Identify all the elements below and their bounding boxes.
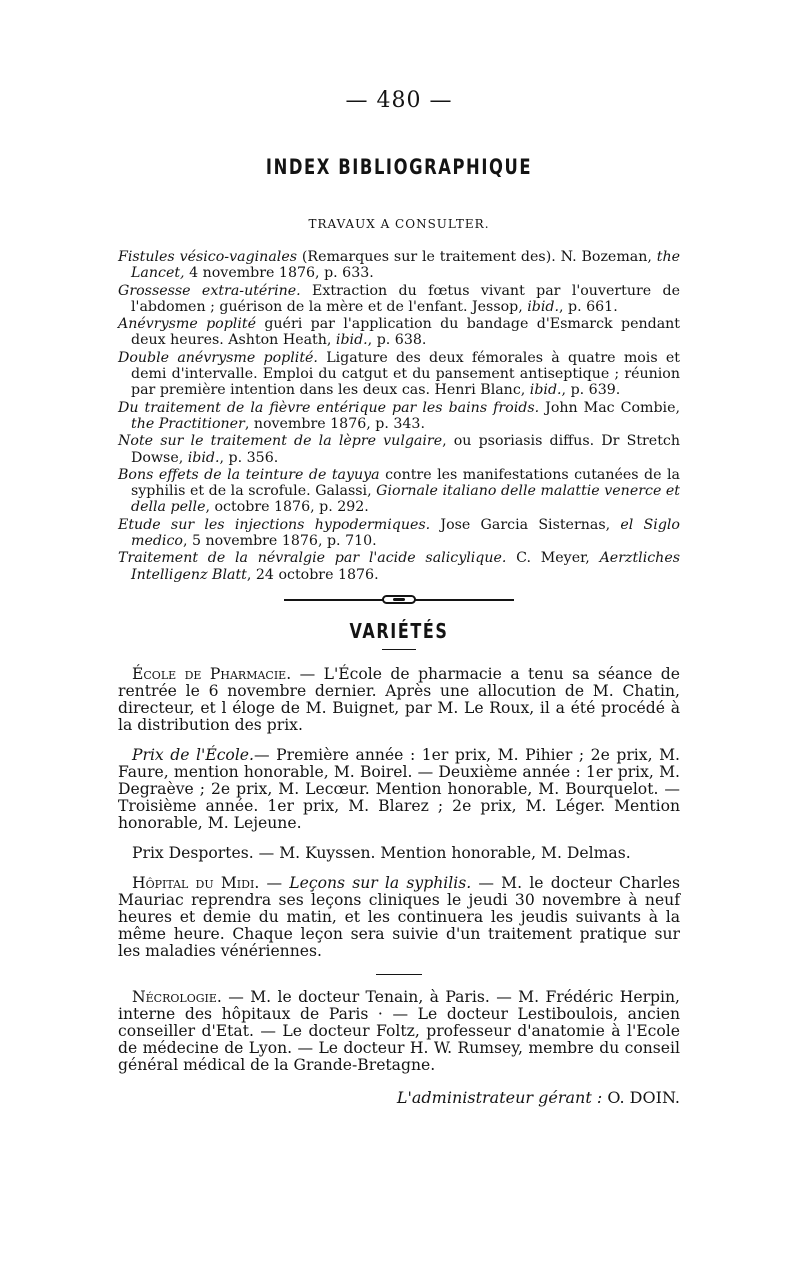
- entry-source: ibid.: [529, 382, 562, 399]
- hopital-heading: Hôpital du Midi.: [132, 873, 260, 892]
- bibliography-list: [118, 249, 680, 583]
- entry-text: Extraction du fœtus vivant par l'ouverture de l'abdomen ; guérison de la mère et de l'enfant. Jessop,: [131, 282, 680, 315]
- entry-rest: , p. 638.: [367, 332, 427, 349]
- prix-ecole-paragraph: [118, 747, 680, 832]
- ecole-body: — L'École de pharmacie a tenu sa séance de rentrée le 6 novembre dernier. Après une allocution de M. Chatin, directeur, et l éloge de M. Buignet, par M. Le Roux, il a été procédé à la distribution des prix.: [118, 664, 680, 734]
- signature-name: O. DOIN.: [602, 1087, 680, 1107]
- hopital-paragraph: [118, 875, 680, 960]
- bibliography-entry: [118, 350, 680, 399]
- entry-title: Bons effets de la teinture de tayuya: [118, 466, 380, 483]
- entry-text: guéri par l'application du bandage d'Esmarck pendant deux heures. Ashton Heath,: [131, 316, 680, 349]
- entry-title: Fistules vésico-vaginales: [118, 249, 297, 265]
- bibliography-entry: [118, 467, 680, 516]
- signature: [118, 1088, 680, 1107]
- bibliography-entry: [118, 283, 680, 316]
- entry-source: ibid.: [527, 298, 559, 315]
- title-rule: [382, 649, 416, 650]
- entry-rest: , p. 661.: [559, 298, 618, 315]
- section-separator: [376, 974, 422, 975]
- entry-title: Etude sur les injections hypodermiques.: [118, 516, 431, 533]
- bibliography-entry: [118, 517, 680, 550]
- bibliography-entry: [118, 316, 680, 349]
- entry-rest: , p. 639.: [561, 382, 621, 399]
- entry-title: Traitement de la névralgie par l'acide salicylique.: [118, 550, 507, 567]
- prix-ecole-label: Prix de l'École.: [132, 745, 254, 764]
- ecole-paragraph: [118, 666, 680, 734]
- ecole-heading: École de Pharmacie.: [132, 664, 292, 683]
- entry-rest: 4 novembre 1876, p. 633.: [184, 265, 374, 282]
- entry-title: Du traitement de la fièvre entérique par les bains froids.: [118, 399, 540, 416]
- entry-rest: , octobre 1876, p. 292.: [205, 499, 369, 516]
- entry-source: el Siglo medico: [131, 516, 680, 550]
- entry-text: , ou psoriasis diffus. Dr Stretch Dowse,: [131, 433, 680, 466]
- prix-desportes-paragraph: Prix Desportes. — M. Kuyssen. Mention honorable, M. Delmas.: [132, 843, 631, 862]
- index-subtitle: TRAVAUX A CONSULTER.: [308, 217, 490, 231]
- entry-rest: , p. 356.: [219, 449, 279, 466]
- entry-source: Giornale italiano delle malattie venerce et della pelle: [131, 483, 680, 516]
- entry-title: Note sur le traitement de la lèpre vulgaire: [118, 433, 443, 450]
- signature-label: L'administrateur gérant :: [396, 1087, 603, 1107]
- entry-text: Ligature des deux fémorales à quatre mois et demi d'intervalle. Emploi du catgut et du pansement antiseptique ; réunion par première intention dans les deux cas. Henri Blanc,: [131, 349, 680, 399]
- index-title: INDEX BIBLIOGRAPHIQUE: [265, 155, 533, 179]
- entry-text: Jose Garcia Sisternas,: [430, 516, 621, 533]
- entry-text: C. Meyer,: [506, 550, 600, 567]
- entry-rest: , 5 novembre 1876, p. 710.: [182, 533, 377, 550]
- entry-rest: , 24 octobre 1876.: [246, 566, 379, 583]
- necrologie-body: — M. le docteur Tenain, à Paris. — M. Frédéric Herpin, interne des hôpitaux de Paris · — Le docteur Lestiboulois, ancien conseiller d'Etat. — Le docteur Foltz, professeur d'anatomie à l'Ecole de médecine de Lyon. — Le docteur H. W. Rumsey, membre du conseil général médical de la Grande-Bretagne.: [118, 987, 680, 1074]
- entry-text: John Mac Combie,: [539, 399, 680, 416]
- page: [118, 88, 680, 1107]
- entry-source: the Practitioner: [131, 415, 245, 432]
- entry-source: ibid.: [335, 332, 368, 349]
- hopital-body: — M. le docteur Charles Mauriac reprendra ses leçons cliniques le jeudi 30 novembre à neuf heures et demie du matin, et les continuera les jeudis suivants à la même heure. Chaque leçon sera suivie d'un traitement pratique sur les maladies vénériennes.: [118, 873, 680, 960]
- ornament-divider: [284, 595, 514, 605]
- necrologie-paragraph: [118, 989, 680, 1074]
- entry-title: Grossesse extra-utérine.: [118, 282, 301, 299]
- entry-rest: , novembre 1876, p. 343.: [244, 415, 425, 432]
- bibliography-entry: [118, 433, 680, 466]
- entry-text: (Remarques sur le traitement des). N. Bozeman,: [297, 249, 657, 265]
- page-number: — 480 —: [345, 88, 453, 113]
- varietes-title: VARIÉTÉS: [349, 618, 449, 643]
- necrologie-heading: Nécrologie.: [132, 987, 222, 1006]
- entry-source: ibid.: [187, 449, 220, 466]
- bibliography-entry: [118, 249, 680, 282]
- entry-source: Aerztliches Intelligenz Blatt: [131, 550, 680, 583]
- entry-source: the Lancet,: [131, 249, 680, 282]
- bibliography-entry: [118, 400, 680, 433]
- hopital-dash: —: [259, 873, 290, 892]
- bibliography-entry: [118, 550, 680, 583]
- entry-title: Double anévrysme poplité.: [118, 349, 318, 366]
- entry-title: Anévrysme poplité: [118, 316, 256, 333]
- hopital-title: Leçons sur la syphilis.: [289, 873, 472, 892]
- entry-text: contre les manifestations cutanées de la syphilis et de la scrofule. Galassi,: [131, 466, 680, 500]
- prix-ecole-body: — Première année : 1er prix, M. Pihier ; 2e prix, M. Faure, mention honorable, M. Boirel. — Deuxième année : 1er prix, M. Degraève ; 2e prix, M. Lecœur. Mention honorable, M. Bourquelot. — Troisième année. 1er prix, M. Blarez ; 2e prix, M. Léger. Mention honorable, M. Lejeune.: [118, 745, 680, 832]
